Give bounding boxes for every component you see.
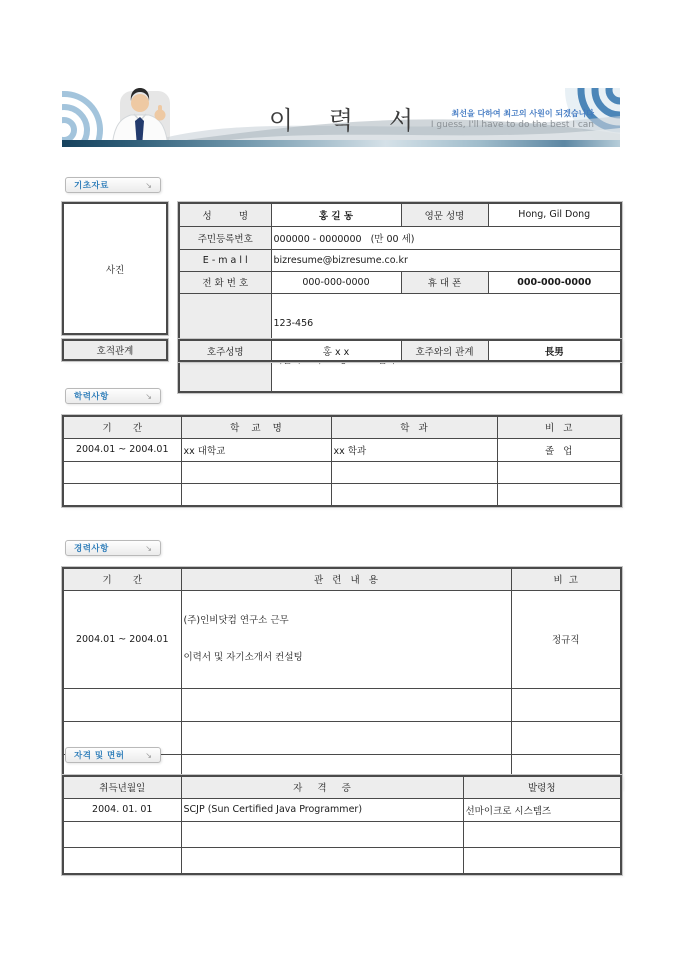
phone-value-cell: 000-000-0000 <box>271 271 401 293</box>
edu-header-school: 학 교 명 <box>181 416 331 438</box>
license-cert: SCJP (Sun Certified Java Programmer) <box>181 798 463 821</box>
edu-major <box>331 461 497 483</box>
photo-placeholder-label: 사진 <box>105 264 125 276</box>
mobile-value-cell: 000-000-0000 <box>488 271 621 293</box>
photo-placeholder-box <box>62 202 168 335</box>
edu-note: 졸 업 <box>497 438 621 461</box>
license-date: 2004. 01. 01 <box>63 798 181 821</box>
eng-name-label-cell: 영문 성명 <box>401 203 488 226</box>
section-label-career <box>65 540 161 556</box>
section-label-education <box>65 388 161 404</box>
email-label-cell: E - m a l l <box>179 249 271 271</box>
eng-name-value-cell: Hong, Gil Dong <box>488 203 621 226</box>
career-content <box>181 590 511 688</box>
address-line1: 123-456 <box>273 317 314 329</box>
slogan-english: I guess, I'll have to do the best I can <box>430 120 594 131</box>
banner-title: 이 력 서 <box>268 106 428 135</box>
table-row <box>63 847 621 874</box>
career-header-content: 관 련 내 용 <box>181 568 511 590</box>
career-content-line1: (주)인비닷컴 연구소 근무 <box>183 614 289 626</box>
license-header-agency: 발령청 <box>463 776 621 798</box>
resume-banner <box>62 88 620 147</box>
head-name-value-cell: 홍 x x <box>271 340 401 361</box>
corner-arrow-icon: ↘ <box>145 543 152 553</box>
edu-school <box>181 483 331 506</box>
rrn-value-cell: 000000 - 0000000 (만 00 세) <box>271 226 621 249</box>
edu-school: xx 대학교 <box>181 438 331 461</box>
family-register-table <box>178 339 622 362</box>
education-table <box>62 415 622 507</box>
name-label-cell: 성 명 <box>179 203 271 226</box>
career-period: 2004.01 ~ 2004.01 <box>63 590 181 688</box>
license-agency <box>463 821 621 847</box>
edu-school <box>181 461 331 483</box>
section-label-basic-text: 기초자료 <box>74 181 109 191</box>
family-register-box <box>62 339 168 361</box>
name-value-cell: 홍 길 동 <box>271 203 401 226</box>
table-row <box>63 438 621 461</box>
license-date <box>63 847 181 874</box>
license-cert <box>181 847 463 874</box>
email-value-cell: bizresume@bizresume.co.kr <box>271 249 621 271</box>
career-note: 정규직 <box>511 590 621 688</box>
license-header-date: 취득년월일 <box>63 776 181 798</box>
section-label-license-text: 자격 및 면허 <box>74 751 125 761</box>
edu-header-period: 기 간 <box>63 416 181 438</box>
relation-label-cell: 호주와의 관계 <box>401 340 488 361</box>
edu-major <box>331 483 497 506</box>
career-period <box>63 688 181 721</box>
table-row <box>63 798 621 821</box>
career-note <box>511 688 621 721</box>
phone-label-cell: 전 화 번 호 <box>179 271 271 293</box>
license-header-cert: 자 격 증 <box>181 776 463 798</box>
edu-header-major: 학 과 <box>331 416 497 438</box>
edu-period <box>63 461 181 483</box>
edu-note <box>497 483 621 506</box>
basic-info-table <box>178 202 622 393</box>
edu-note <box>497 461 621 483</box>
section-label-education-text: 학력사항 <box>74 392 109 402</box>
corner-arrow-icon: ↘ <box>145 180 152 190</box>
head-name-label-cell: 호주성명 <box>179 340 271 361</box>
edu-period <box>63 483 181 506</box>
edu-major: xx 학과 <box>331 438 497 461</box>
table-row <box>63 461 621 483</box>
table-row <box>63 821 621 847</box>
slogan-korean: 최선을 다하여 최고의 사원이 되겠습니다 <box>451 109 594 118</box>
license-date <box>63 821 181 847</box>
relation-value-cell: 長男 <box>488 340 621 361</box>
table-row <box>63 688 621 721</box>
career-header-period: 기 간 <box>63 568 181 590</box>
career-content <box>181 721 511 754</box>
table-row <box>63 483 621 506</box>
license-agency <box>463 847 621 874</box>
edu-header-note: 비 고 <box>497 416 621 438</box>
career-header-note: 비 고 <box>511 568 621 590</box>
banner-gradient-bar <box>62 140 620 147</box>
license-cert <box>181 821 463 847</box>
table-row <box>63 590 621 688</box>
section-label-basic <box>65 177 161 193</box>
corner-arrow-icon: ↘ <box>145 750 152 760</box>
career-note <box>511 721 621 754</box>
section-label-career-text: 경력사항 <box>74 544 109 554</box>
career-content-line2: 이력서 및 자기소개서 컨설팅 <box>183 652 303 664</box>
family-register-label: 호적관계 <box>96 346 134 357</box>
license-table <box>62 775 622 875</box>
banner-slogans <box>431 109 594 131</box>
edu-period: 2004.01 ~ 2004.01 <box>63 438 181 461</box>
career-content <box>181 688 511 721</box>
mobile-label-cell: 휴 대 폰 <box>401 271 488 293</box>
corner-arrow-icon: ↘ <box>145 391 152 401</box>
license-agency: 선마이크로 시스템즈 <box>463 798 621 821</box>
rrn-label-cell: 주민등록번호 <box>179 226 271 249</box>
section-label-license <box>65 747 161 763</box>
